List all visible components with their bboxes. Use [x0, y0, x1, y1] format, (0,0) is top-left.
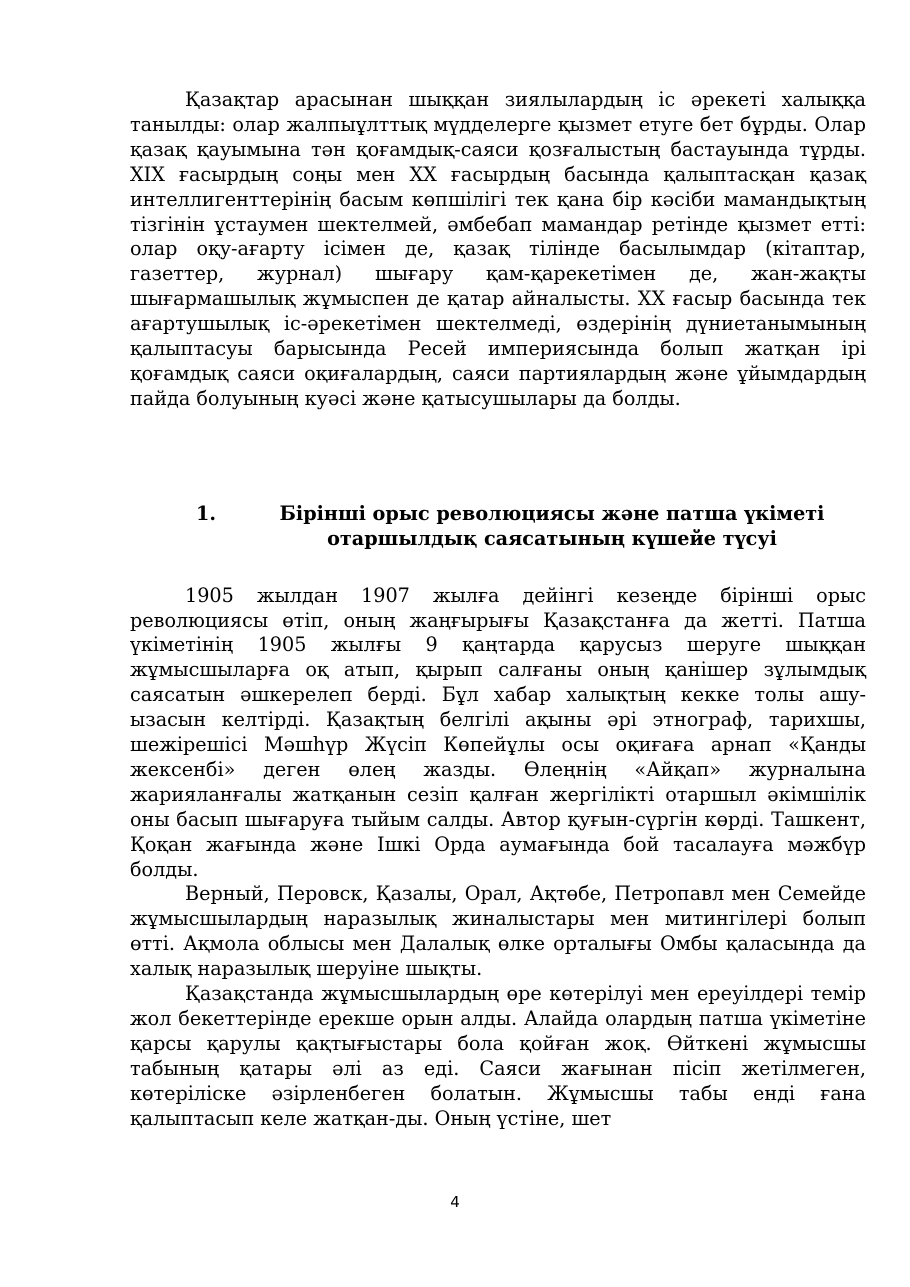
section-heading	[130, 502, 866, 552]
section-title-line-1: Бірінші орыс революциясы және патша үкіметі	[279, 501, 825, 525]
section-number: 1.	[196, 501, 217, 525]
spacer	[130, 552, 866, 584]
intro-paragraph: Қазақтар арасынан шыққан зиялылардың іс әрекеті халыққа танылды: олар жалпыұлттық мүдделерге қызмет етуге бет бұрды. Олар қазақ қауымына тән қоғамдық-саяси қозғалыстың бастауында тұрды. XIX ғасырдың соңы мен XX ғасырдың басында қалыптасқан қазақ интеллигенттерінің басым көпшілігі тек қана бір кәсіби мамандықтың тізгінін ұстаумен шектелмей, әмбебап мамандар ретінде қызмет етті: олар оқу-ағарту ісімен де, қазақ тілінде басылымдар (кітаптар, газеттер, журнал) шығару қам-қарекетімен де, жан-жақты шығармашылық жұмыспен де қатар айналысты. XX ғасыр басында тек ағартушылық іс-әрекетімен шектелмеді, өздерінің дүниетанымының қалыптасуы барысында Ресей империясында болып жатқан ірі қоғамдық саяси оқиғалардың, саяси партиялардың және ұйымдардың пайда болуының куәсі және қатысушылары да болды.	[130, 88, 866, 410]
body-paragraph-1: 1905 жылдан 1907 жылға дейінгі кезеңде бірінші орыс революциясы өтіп, оның жаңғырығы Қазақстанға да жетті. Патша үкіметінің 1905 жылғы 9 қаңтарда қарусыз шеруге шыққан жұмысшыларға оқ атып, қырып салғаны оның қанішер зұлымдық саясатын әшкерелеп берді. Бұл хабар халықтың кекке толы ашу-ызасын келтірді. Қазақтың белгілі ақыны әрі этнограф, тарихшы, шежірешісі Мәшһүр Жүсіп Көпейұлы осы оқиғаға арнап «Қанды жексенбі» деген өлең жазды. Өлеңнің «Айқап» журналына жарияланғалы жатқанын сезіп қалған жергілікті отаршыл әкімшілік оны басып шығаруға тыйым салды. Автор қуғын-сүргін көрді. Ташкент, Қоқан жағында және Ішкі Орда аумағында бой тасалауға мәжбүр болды.	[130, 583, 866, 881]
section-title	[248, 502, 866, 552]
body-paragraph-2: Верный, Перовск, Қазалы, Орал, Ақтөбе, Петропавл мен Семейде жұмысшылардың наразылық жиналыстары мен митингілері болып өтті. Ақмола облысы мен Далалық өлке орталығы Омбы қаласында да халық наразылық шеруіне шықты.	[130, 882, 866, 981]
document-page	[130, 88, 866, 1132]
section-title-line-2: отаршылдық саясатының күшейе түсуі	[327, 526, 777, 550]
body-paragraph-3: Қазақстанда жұмысшылардың өре көтерілуі мен ереуілдері темір жол бекеттерінде ерекше орын алды. Алайда олардың патша үкіметіне қарсы қарулы қақтығыстары бола қойған жоқ. Өйткені жұмысшы табының қатары әлі аз еді. Саяси жағынан пісіп жетілмеген, көтеріліске әзірленбеген болатын. Жұмысшы табы енді ғана қалыптасып келе жатқан-ды. Оның үстіне, шет	[130, 982, 866, 1130]
page-number: 4	[450, 1193, 460, 1211]
